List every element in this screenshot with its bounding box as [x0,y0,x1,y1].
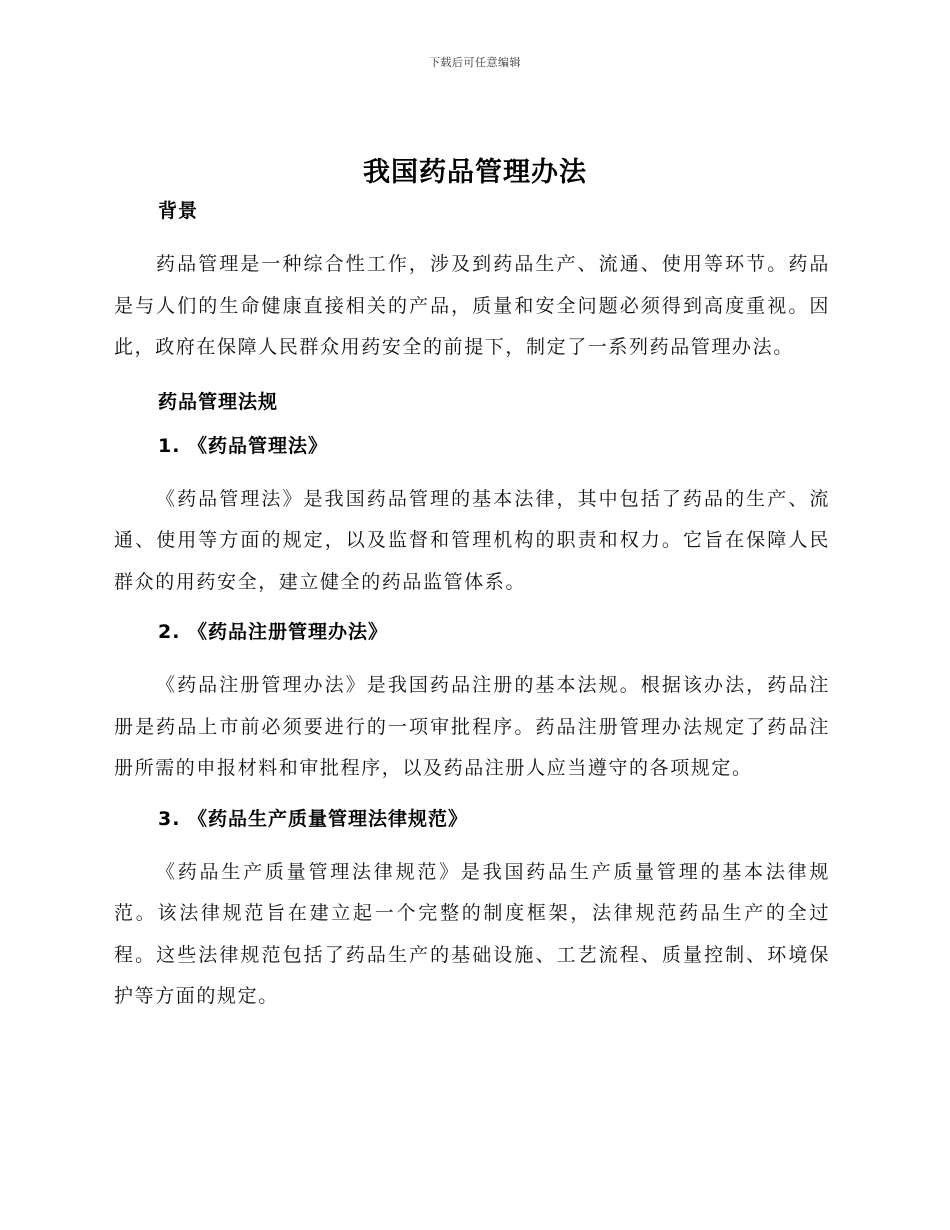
paragraph-item-3: 《药品生产质量管理法律规范》是我国药品生产质量管理的基本法律规范。该法律规范旨在建立起一个完整的制度框架，法律规范药品生产的全过程。这些法律规范包括了药品生产的基础设施、工艺流程、质量控制、环境保护等方面的规定。 [114,860,830,1007]
document-title: 我国药品管理办法 [363,157,587,188]
paragraph-item-2: 《药品注册管理办法》是我国药品注册的基本法规。根据该办法，药品注册是药品上市前必须要进行的一项审批程序。药品注册管理办法规定了药品注册所需的申报材料和审批程序，以及药品注册人应当遵守的各项规定。 [114,674,830,779]
section-heading-regulations: 药品管理法规 [158,390,279,413]
item-heading-1: 1. 《药品管理法》 [158,434,329,457]
paragraph-item-1: 《药品管理法》是我国药品管理的基本法律，其中包括了药品的生产、流通、使用等方面的规定，以及监督和管理机构的职责和权力。它旨在保障人民群众的用药安全，建立健全的药品监管体系。 [114,487,830,593]
page-header-note: 下载后可任意编辑 [429,56,521,69]
item-heading-2: 2. 《药品注册管理办法》 [158,621,389,643]
section-heading-background: 背景 [158,200,199,222]
document-body [114,196,830,1018]
item-heading-3: 3. 《药品生产质量管理法律规范》 [158,807,469,830]
paragraph-background: 药品管理是一种综合性工作，涉及到药品生产、流通、使用等环节。药品是与人们的生命健康直接相关的产品，质量和安全问题必须得到高度重视。因此，政府在保障人民群众用药安全的前提下，制定了一系列药品管理办法。 [114,253,830,358]
